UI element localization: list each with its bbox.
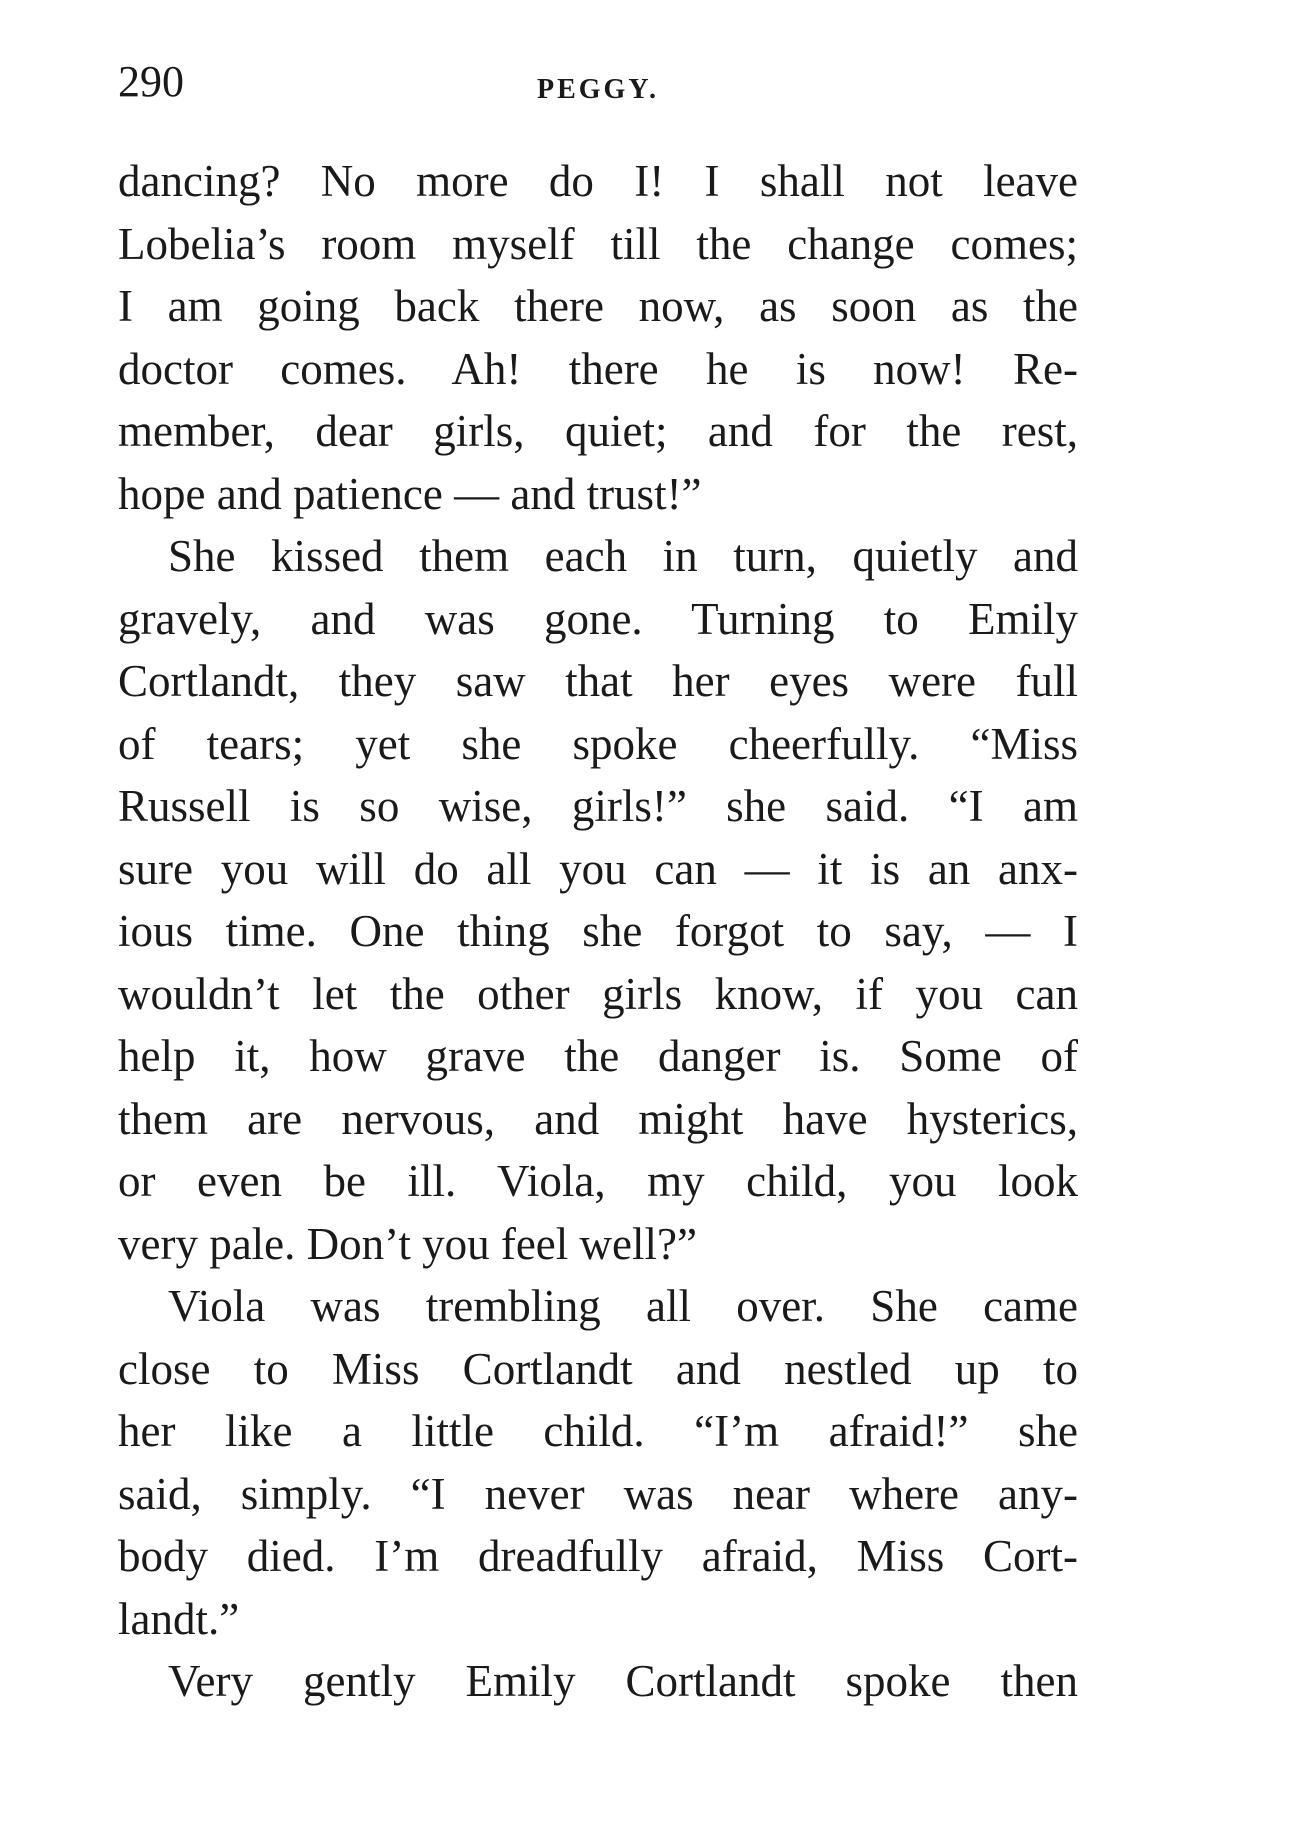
running-title: PEGGY. (537, 74, 659, 105)
body-text (118, 150, 1078, 1713)
text-line: dancing? No more do I! I shall not leave (118, 156, 1078, 206)
text-line: I am going back there now, as soon as the (118, 281, 1078, 331)
text-line: member, dear girls, quiet; and for the rest, (118, 406, 1078, 456)
paragraph (118, 150, 1078, 525)
text-line: them are nervous, and might have hysterics, (118, 1093, 1078, 1144)
paragraph (118, 525, 1078, 1275)
text-line: close to Miss Cortlandt and nestled up to (118, 1343, 1078, 1394)
paragraph (118, 1650, 1078, 1713)
text-line: help it, how grave the danger is. Some of (118, 1031, 1078, 1081)
paragraph (118, 1275, 1078, 1650)
text-line: Very gently Emily Cortlandt spoke then (168, 1656, 1078, 1706)
text-line: Viola was trembling all over. She came (168, 1281, 1078, 1331)
page-header (118, 52, 1078, 112)
text-line: ious time. One thing she forgot to say, — I (118, 906, 1078, 956)
text-line: doctor comes. Ah! there he is now! Re- (118, 343, 1078, 394)
text-line: sure you will do all you can — it is an anx- (118, 843, 1078, 894)
page-number: 290 (118, 57, 184, 106)
text-line: She kissed them each in turn, quietly and (168, 531, 1078, 581)
text-line: Cortlandt, they saw that her eyes were full (118, 656, 1078, 706)
text-line: of tears; yet she spoke cheerfully. “Miss (118, 718, 1078, 769)
text-line: said, simply. “I never was near where any- (118, 1468, 1078, 1519)
text-line: hope and patience — and trust!” (118, 468, 702, 519)
text-line: or even be ill. Viola, my child, you look (118, 1156, 1078, 1206)
text-line: Lobelia’s room myself till the change comes; (118, 218, 1078, 269)
text-line: very pale. Don’t you feel well?” (118, 1218, 697, 1269)
text-line: Russell is so wise, girls!” she said. “I am (118, 781, 1078, 831)
text-line: body died. I’m dreadfully afraid, Miss Cort- (118, 1531, 1078, 1581)
text-line: her like a little child. “I’m afraid!” she (118, 1406, 1078, 1456)
text-line: wouldn’t let the other girls know, if you can (118, 968, 1078, 1019)
text-line: landt.” (118, 1593, 240, 1644)
text-line: gravely, and was gone. Turning to Emily (118, 593, 1078, 644)
